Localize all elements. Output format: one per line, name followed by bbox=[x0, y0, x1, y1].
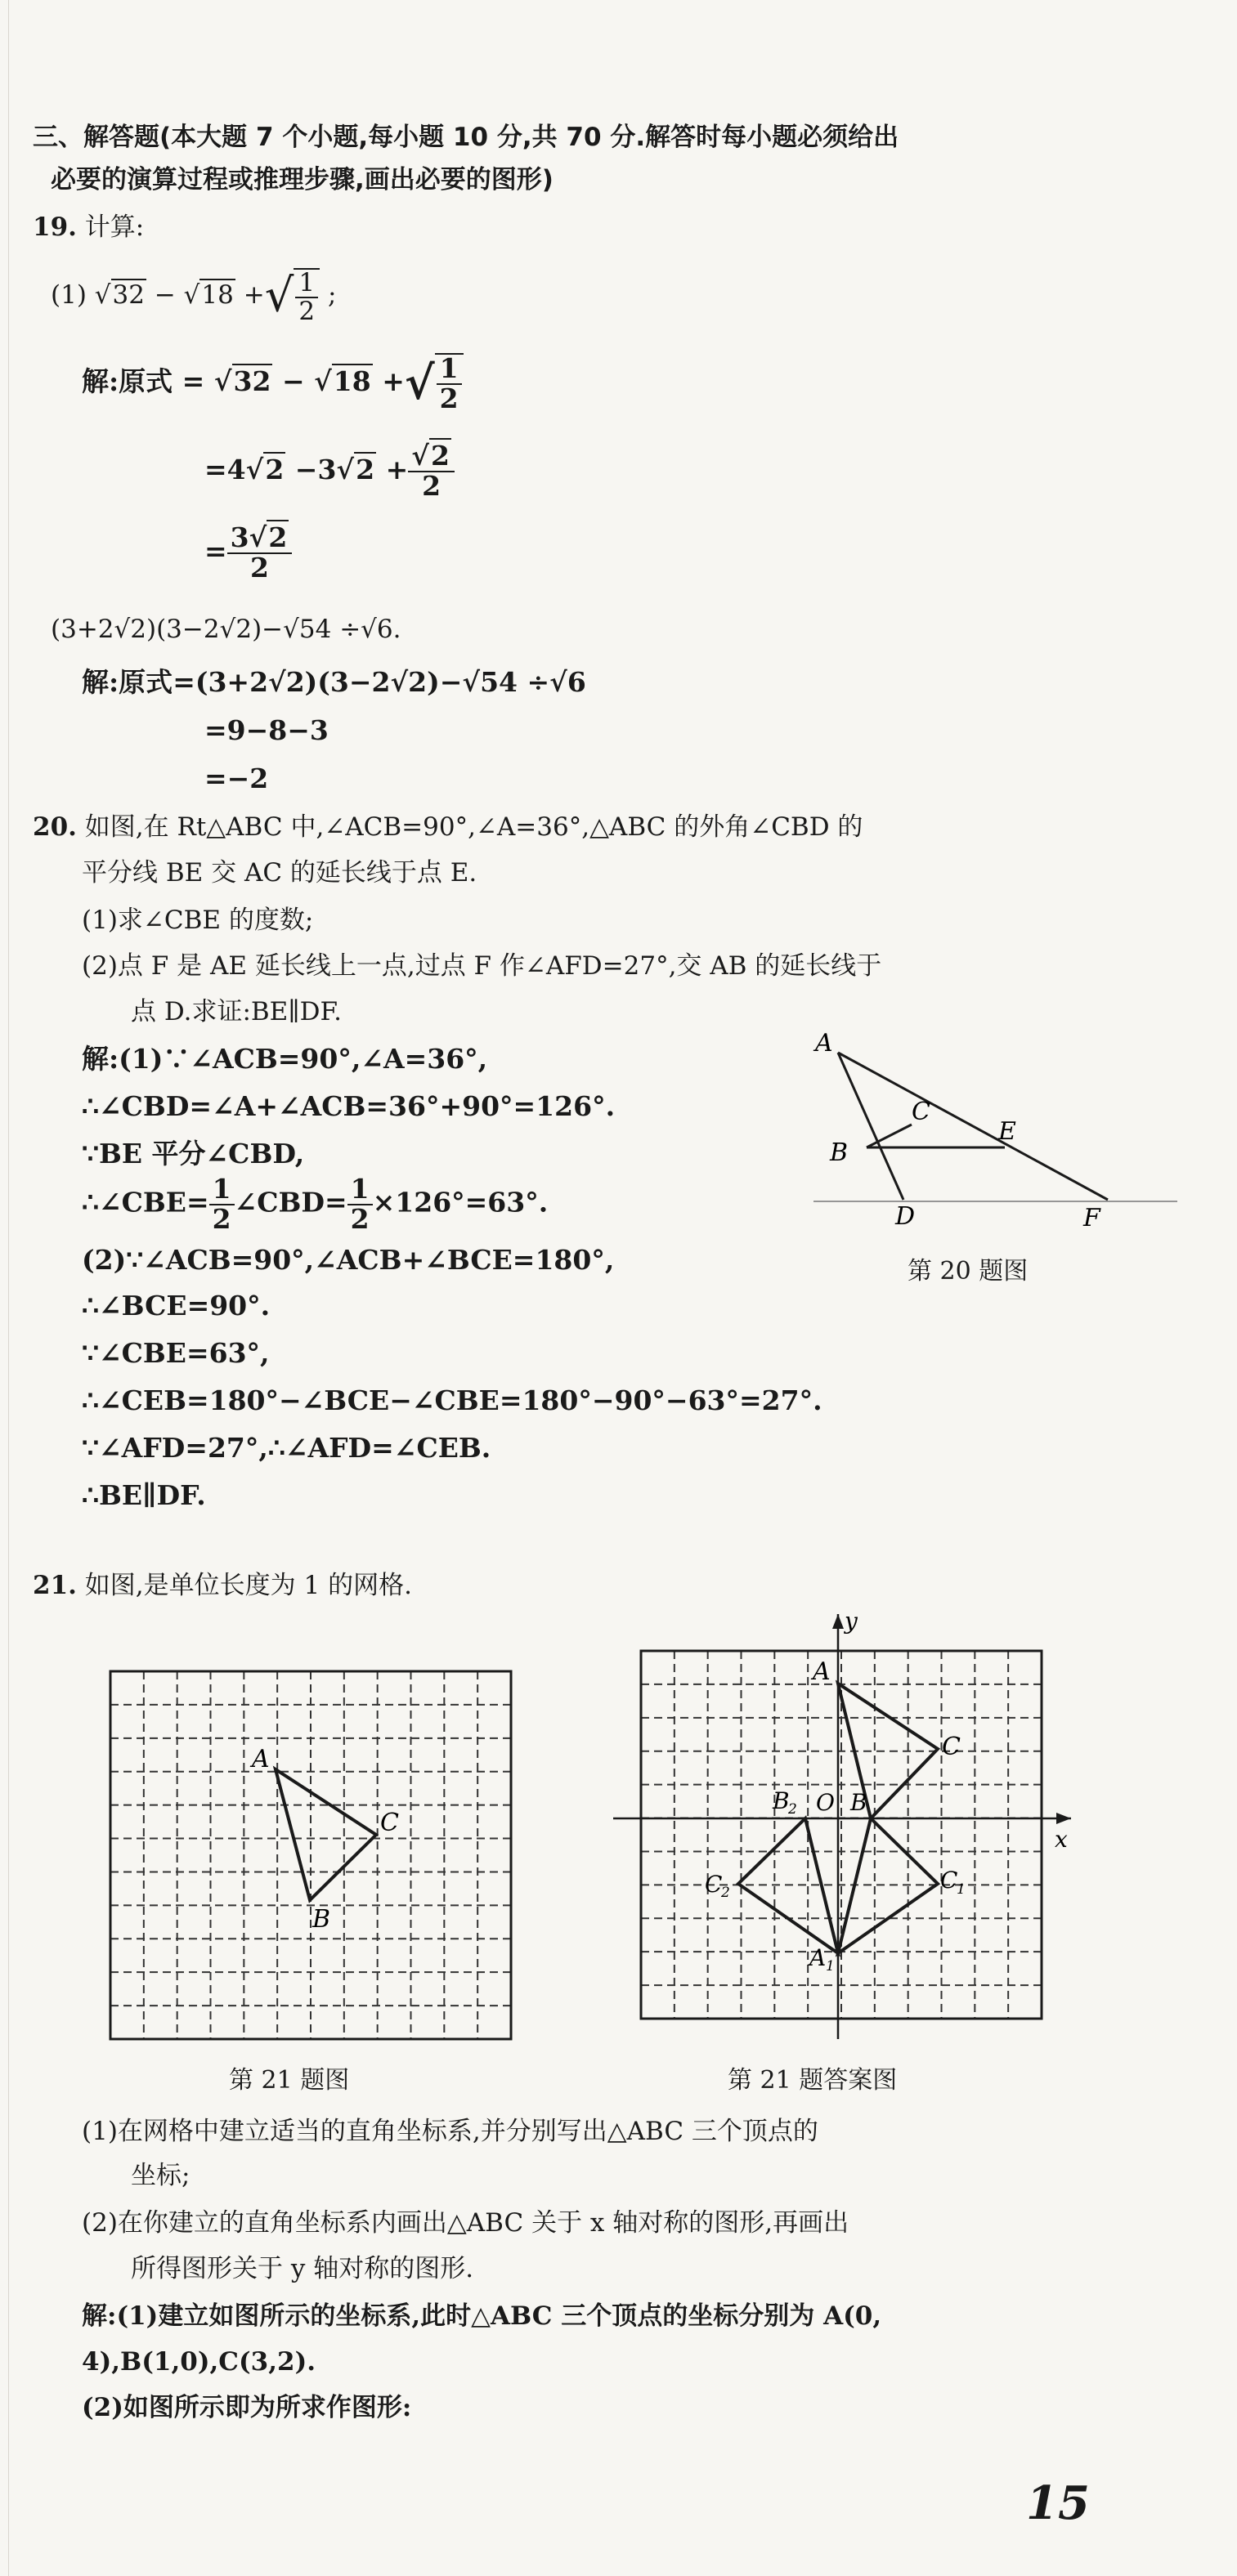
q20-part2-line2: 点 D.求证:BE∥DF. bbox=[131, 997, 343, 1026]
q21-part1-line2: 坐标; bbox=[131, 2161, 190, 2190]
q19-heading bbox=[33, 211, 144, 244]
q21-figure2 bbox=[613, 1614, 1087, 2039]
q21-fig2-label-C: C bbox=[942, 1733, 961, 1761]
q21-y-arrow bbox=[832, 1614, 844, 1629]
q21-part2-line2: 所得图形关于 y 轴对称的图形. bbox=[131, 2254, 474, 2283]
q20-line-AF bbox=[838, 1053, 1108, 1200]
q19-sol2-line2: =9−8−3 bbox=[204, 714, 329, 746]
q21-sol-line1: 解:(1)建立如图所示的坐标系,此时△ABC 三个顶点的坐标分别为 A(0, bbox=[82, 2301, 882, 2331]
q20-sol-line1: 解:(1)∵∠ACB=90°,∠A=36°, bbox=[82, 1043, 488, 1075]
q20-sol-line8: ∴∠CEB=180°−∠BCE−∠CBE=180°−90°−63°=27°. bbox=[82, 1384, 822, 1416]
q21-fig2-label-C1: C bbox=[940, 1867, 958, 1894]
q21-fig2-label-C2: C bbox=[705, 1871, 723, 1898]
q21-fig2-label-x: x bbox=[1055, 1826, 1068, 1853]
page-number: 15 bbox=[1026, 2476, 1090, 2530]
q21-fig2-sub-C2: 2 bbox=[721, 1885, 730, 1901]
q20-label-A: A bbox=[815, 1029, 833, 1058]
q21-fig2-label-B2: B bbox=[773, 1787, 790, 1814]
q20-sol-line7: ∵∠CBE=63°, bbox=[82, 1337, 270, 1369]
q19-part1-frac: $\frac{1}{2}$ bbox=[294, 268, 320, 324]
q21-grid2 bbox=[641, 1651, 1042, 2019]
q21-fig2-sub-C1: 1 bbox=[957, 1881, 966, 1898]
q21-fig2-sub-B2: 2 bbox=[788, 1801, 797, 1818]
section-header-line2: 必要的演算过程或推理步骤,画出必要的图形) bbox=[51, 165, 554, 195]
q19-part1: (1) √32 − √18 +√ $\frac{1}{2}$ ; bbox=[51, 268, 337, 326]
q20-part1: (1)求∠CBE 的度数; bbox=[82, 906, 314, 935]
q19-part1-a: 32 bbox=[112, 280, 145, 311]
q19-sol1-label: 解:原式 bbox=[82, 365, 173, 397]
q19-sol2-line3: =−2 bbox=[204, 763, 269, 794]
q20-line-AD bbox=[838, 1053, 903, 1200]
q20-label-D: D bbox=[895, 1202, 916, 1231]
q20-label-F: F bbox=[1083, 1204, 1100, 1232]
q19-prompt: 计算: bbox=[84, 212, 145, 242]
q19-number: 19. bbox=[33, 212, 77, 242]
q20-sol-line10: ∴BE∥DF. bbox=[82, 1479, 206, 1511]
q21-fig2-label-B: B bbox=[850, 1789, 867, 1816]
q21-sol-line2: 4),B(1,0),C(3,2). bbox=[82, 2347, 316, 2377]
section-header-line1: 三、解答题(本大题 7 个小题,每小题 10 分,共 70 分.解答时每小题必须给出 bbox=[33, 123, 899, 152]
q20-label-E: E bbox=[998, 1117, 1016, 1146]
q21-figure1-caption: 第 21 题图 bbox=[229, 2066, 350, 2095]
q20-sol-line9: ∵∠AFD=27°,∴∠AFD=∠CEB. bbox=[82, 1432, 491, 1464]
q21-sol-line3: (2)如图所示即为所求作图形: bbox=[82, 2393, 412, 2422]
q20-sol-line5: (2)∵∠ACB=90°,∠ACB+∠BCE=180°, bbox=[82, 1244, 615, 1276]
q20-line2: 平分线 BE 交 AC 的延长线于点 E. bbox=[82, 858, 477, 888]
q19-sol1-line1: 解:原式 = √32 − √18 +√ $\frac{1}{2}$ bbox=[82, 353, 464, 414]
q21-fig2-label-y: y bbox=[845, 1614, 858, 1635]
q21-intro: 21. 如图,是单位长度为 1 的网格. bbox=[33, 1571, 412, 1600]
margin-line bbox=[8, 0, 9, 2576]
q19-sol1-line2: =4√2 −3√2 + $\frac{√2}{2}$ bbox=[204, 441, 455, 501]
q21-x-arrow bbox=[1056, 1813, 1071, 1824]
q21-fig2-label-A1: A bbox=[809, 1944, 827, 1971]
q20-figure-caption: 第 20 题图 bbox=[908, 1257, 1029, 1286]
q21-fig2-label-A: A bbox=[813, 1657, 831, 1686]
q21-grid1 bbox=[110, 1671, 511, 2039]
q19-part2: (3+2√2)(3−2√2)−√54 ÷√6. bbox=[51, 615, 401, 644]
q20-label-B: B bbox=[830, 1138, 849, 1167]
q20-sol-line6: ∴∠BCE=90°. bbox=[82, 1290, 271, 1322]
q21-triangle-a2b2c2 bbox=[738, 1818, 838, 1953]
q21-fig2-label-O: O bbox=[816, 1789, 835, 1816]
q20-figure bbox=[805, 1028, 1190, 1241]
q21-fig1-label-B: B bbox=[312, 1905, 331, 1934]
q21-part1-line1: (1)在网格中建立适当的直角坐标系,并分别写出△ABC 三个顶点的 bbox=[82, 2117, 818, 2146]
q21-figure1 bbox=[106, 1667, 515, 2043]
q20-sol-line2: ∴∠CBD=∠A+∠ACB=36°+90°=126°. bbox=[82, 1090, 616, 1122]
q21-fig1-label-C: C bbox=[380, 1809, 399, 1837]
q21-part2-line1: (2)在你建立的直角坐标系内画出△ABC 关于 x 轴对称的图形,再画出 bbox=[82, 2208, 849, 2238]
q21-fig1-label-A: A bbox=[252, 1745, 270, 1773]
q20-line1: 20. 如图,在 Rt△ABC 中,∠ACB=90°,∠A=36°,△ABC 的外角∠CBD 的 bbox=[33, 812, 863, 842]
q21-triangle-abc bbox=[276, 1769, 376, 1900]
q21-figure2-caption: 第 21 题答案图 bbox=[728, 2066, 898, 2095]
q19-sol2-line1: 解:原式=(3+2√2)(3−2√2)−√54 ÷√6 bbox=[82, 666, 586, 698]
q21-triangle-a1b1c1 bbox=[838, 1818, 938, 1953]
q20-part2-line1: (2)点 F 是 AE 延长线上一点,过点 F 作∠AFD=27°,交 AB 的延长线于 bbox=[82, 951, 882, 981]
q20-line-BC bbox=[867, 1125, 912, 1147]
q20-sol-line4: ∴∠CBE= $\frac{1}{2}$ ∠CBD= $\frac{1}{2}$ ×126°=63°. bbox=[82, 1173, 549, 1235]
q19-sol1-line3: = $\frac{3√2}{2}$ bbox=[204, 523, 292, 583]
q21-fig2-sub-A1: 1 bbox=[826, 1958, 835, 1974]
q20-sol-line3: ∵BE 平分∠CBD, bbox=[82, 1138, 305, 1169]
q19-part1-label: (1) bbox=[51, 280, 87, 311]
q20-label-C: C bbox=[912, 1098, 930, 1126]
q19-part1-b: 18 bbox=[201, 280, 234, 311]
